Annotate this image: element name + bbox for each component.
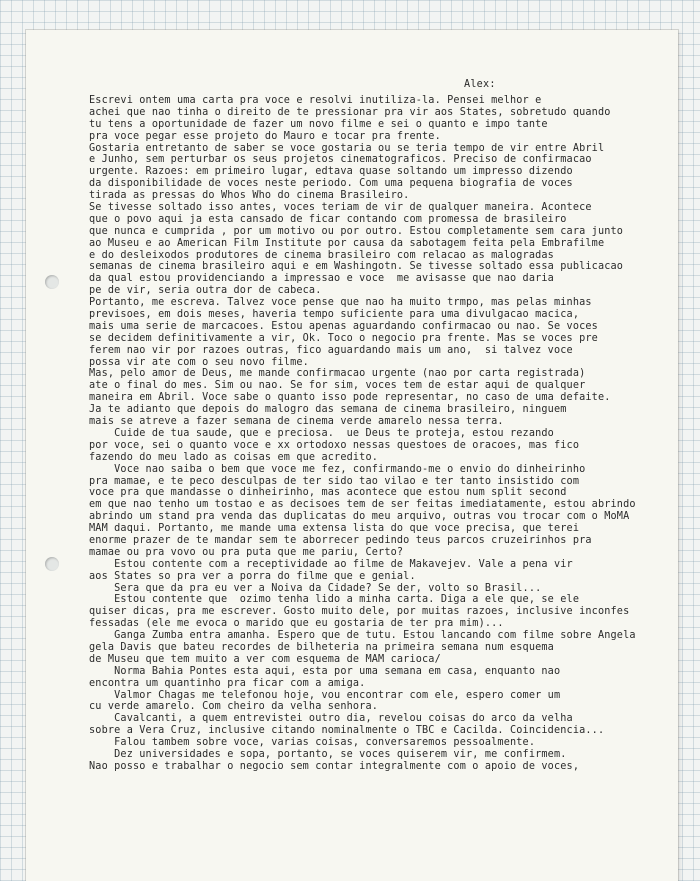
letter-line: Escrevi ontem uma carta pra voce e resolvi inutiliza-la. Pensei melhor e: [89, 95, 542, 106]
letter-line: mais se atreve a fazer semana de cinema verde amarelo nessa terra.: [89, 416, 504, 428]
letter-line: Norma Bahia Pontes esta aqui, esta por uma semana em casa, enquanto nao: [89, 665, 561, 677]
letter-line: maneira em Abril. Voce sabe o quanto isso pode representar, no caso de uma defaite.: [89, 392, 611, 404]
letter-line: ao Museu e ao American Film Institute por causa da sabotagem feita pela Embrafilme: [89, 237, 605, 249]
letter-line: que o povo aqui ja esta cansado de ficar contando com promessa de brasileiro: [89, 213, 567, 225]
punch-hole-upper: [45, 275, 59, 289]
letter-line: abrindo um stand pra venda das duplicatas do meu arquivo, outras vou trocar com o MoMA: [89, 511, 630, 523]
letter-line: quiser dicas, pra me escrever. Gosto muito dele, por muitas razoes, inclusive inconfes: [89, 606, 630, 618]
letter-line: encontra um quantinho pra ficar com a amiga.: [89, 677, 366, 689]
letter-line: Valmor Chagas me telefonou hoje, vou encontrar com ele, espero comer um: [89, 689, 561, 701]
letter-line: gela Davis que bateu recordes de bilheteria na primeira semana num esquema: [89, 641, 554, 653]
letter-line: enorme prazer de te mandar sem te aborrecer pedindo teus parcos cruzeirinhos pra: [89, 534, 592, 546]
letter-line: ate o final do mes. Sim ou nao. Se for sim, voces tem de estar aqui de qualquer: [89, 380, 586, 392]
letter-line: Portanto, me escreva. Talvez voce pense que nao ha muito trmpo, mas pelas minhas: [89, 297, 592, 309]
letter-line: da disponibilidade de voces neste periodo. Com uma pequena biografia de voces: [89, 178, 573, 190]
letter-line: e do desleixodos produtores de cinema brasileiro com relacao as malogradas: [89, 249, 554, 261]
letter-line: semanas de cinema brasileiro aqui e em Washingotn. Se tivesse soltado essa publicacao: [89, 261, 624, 273]
letter-line: mais uma serie de marcacoes. Estou apenas aguardando confirmacao ou nao. Se voces: [89, 320, 598, 332]
letter-line: Ganga Zumba entra amanha. Espero que de tutu. Estou lancando com filme sobre Angela: [89, 630, 636, 642]
letter-line: Dez universidades e sopa, portanto, se voces quiserem vir, me confirmem.: [89, 748, 567, 760]
letter-line: tu tens a oportunidade de fazer um novo filme e sei o quanto e impo tante: [89, 118, 548, 130]
letter-line: Gostaria entretanto de saber se voce gostaria ou se teria tempo de vir entre Abril: [89, 142, 605, 154]
letter-line: Sera que da pra eu ver a Noiva da Cidade? Se der, volto so Brasil...: [89, 582, 542, 594]
letter-salutation: Alex:: [464, 79, 496, 90]
letter-line: por voce, sei o quanto voce e xx ortodoxo nessas questoes de oracoes, mas fico: [89, 439, 580, 451]
letter-line: Nao posso e trabalhar o negocio sem contar integralmente com o apoio de voces,: [89, 760, 580, 772]
letter-line: se decidem definitivamente a vir, Ok. Toco o negocio pra frente. Mas se voces pre: [89, 332, 598, 344]
letter-line: Mas, pelo amor de Deus, me mande confirmacao urgente (nao por carta registrada): [89, 368, 586, 380]
letter-line: fessadas (ele me evoca o marido que eu gostaria de ter pra mim)...: [89, 618, 504, 630]
letter-body: [89, 95, 689, 773]
letter-line: ferem nao vir por razoes outras, fico aguardando mais um ano, si talvez voce: [89, 344, 573, 356]
letter-line: previsoes, em dois meses, haveria tempo suficiente para uma divulgacao macica,: [89, 309, 580, 321]
letter-line: Voce nao saiba o bem que voce me fez, confirmando-me o envio do dinheirinho: [89, 463, 586, 475]
letter-line: cu verde amarelo. Com cheiro da velha senhora.: [89, 701, 379, 713]
letter-line: Cuide de tua saude, que e preciosa. ue Deus te proteja, estou rezando: [89, 427, 554, 439]
letter-line: pra voce pegar esse projeto do Mauro e tocar pra frente.: [89, 130, 441, 142]
letter-line: sobre a Vera Cruz, inclusive citando nominalmente o TBC e Cacilda. Coincidencia...: [89, 725, 605, 737]
letter-line: MAM daqui. Portanto, me mande uma extensa lista do que voce precisa, que terei: [89, 523, 580, 535]
letter-line: Se tivesse soltado isso antes, voces teriam de vir de qualquer maneira. Acontece: [89, 202, 592, 214]
letter-line: de Museu que tem muito a ver com esquema de MAM carioca/: [89, 653, 441, 665]
letter-line: Ja te adianto que depois do malogro das semana de cinema brasileiro, ninguem: [89, 404, 567, 416]
letter-line: fazendo do meu lado as coisas em que acredito.: [89, 451, 379, 463]
letter-line: Cavalcanti, a quem entrevistei outro dia, revelou coisas do arco da velha: [89, 713, 573, 725]
letter-line: urgente. Razoes: em primeiro lugar, edtava quase soltando um impresso dizendo: [89, 166, 573, 178]
letter-line: que nunca e cumprida , por um motivo ou por outro. Estou completamente sem cara junto: [89, 225, 624, 237]
letter-line: pe de vir, seria outra dor de cabeca.: [89, 285, 322, 297]
letter-line: mamae ou pra vovo ou pra puta que me pariu, Certo?: [89, 546, 404, 558]
letter-line: da qual estou providenciando a impressao e voce me avisasse que nao daria: [89, 273, 554, 285]
punch-hole-lower: [45, 557, 59, 571]
letter-line: voce pra que mandasse o dinheirinho, mas acontece que estou num split second: [89, 487, 567, 499]
letter-line: achei que nao tinha o direito de te pressionar pra vir aos States, sobretudo quando: [89, 106, 611, 118]
letter-line: Estou contente com a receptividade ao filme de Makavejev. Vale a pena vir: [89, 558, 573, 570]
letter-line: e Junho, sem perturbar os seus projetos cinematograficos. Preciso de confirmacao: [89, 154, 592, 166]
letter-line: Falou tambem sobre voce, varias coisas, conversaremos pessoalmente.: [89, 737, 536, 749]
letter-line: pra mamae, e te peco desculpas de ter sido tao vilao e ter tanto insistido com: [89, 475, 580, 487]
letter-line: tirada as pressas do Whos Who do cinema Brasileiro.: [89, 190, 410, 202]
letter-line: possa vir ate com o seu novo filme.: [89, 356, 309, 368]
letter-line: Estou contente que ozimo tenha lido a minha carta. Diga a ele que, se ele: [89, 594, 580, 606]
letter-line: aos States so pra ver a porra do filme que e genial.: [89, 570, 416, 582]
letter-line: em que nao tenho um tostao e as decisoes tem de ser feitas imediatamente, estou abrindo: [89, 499, 636, 511]
